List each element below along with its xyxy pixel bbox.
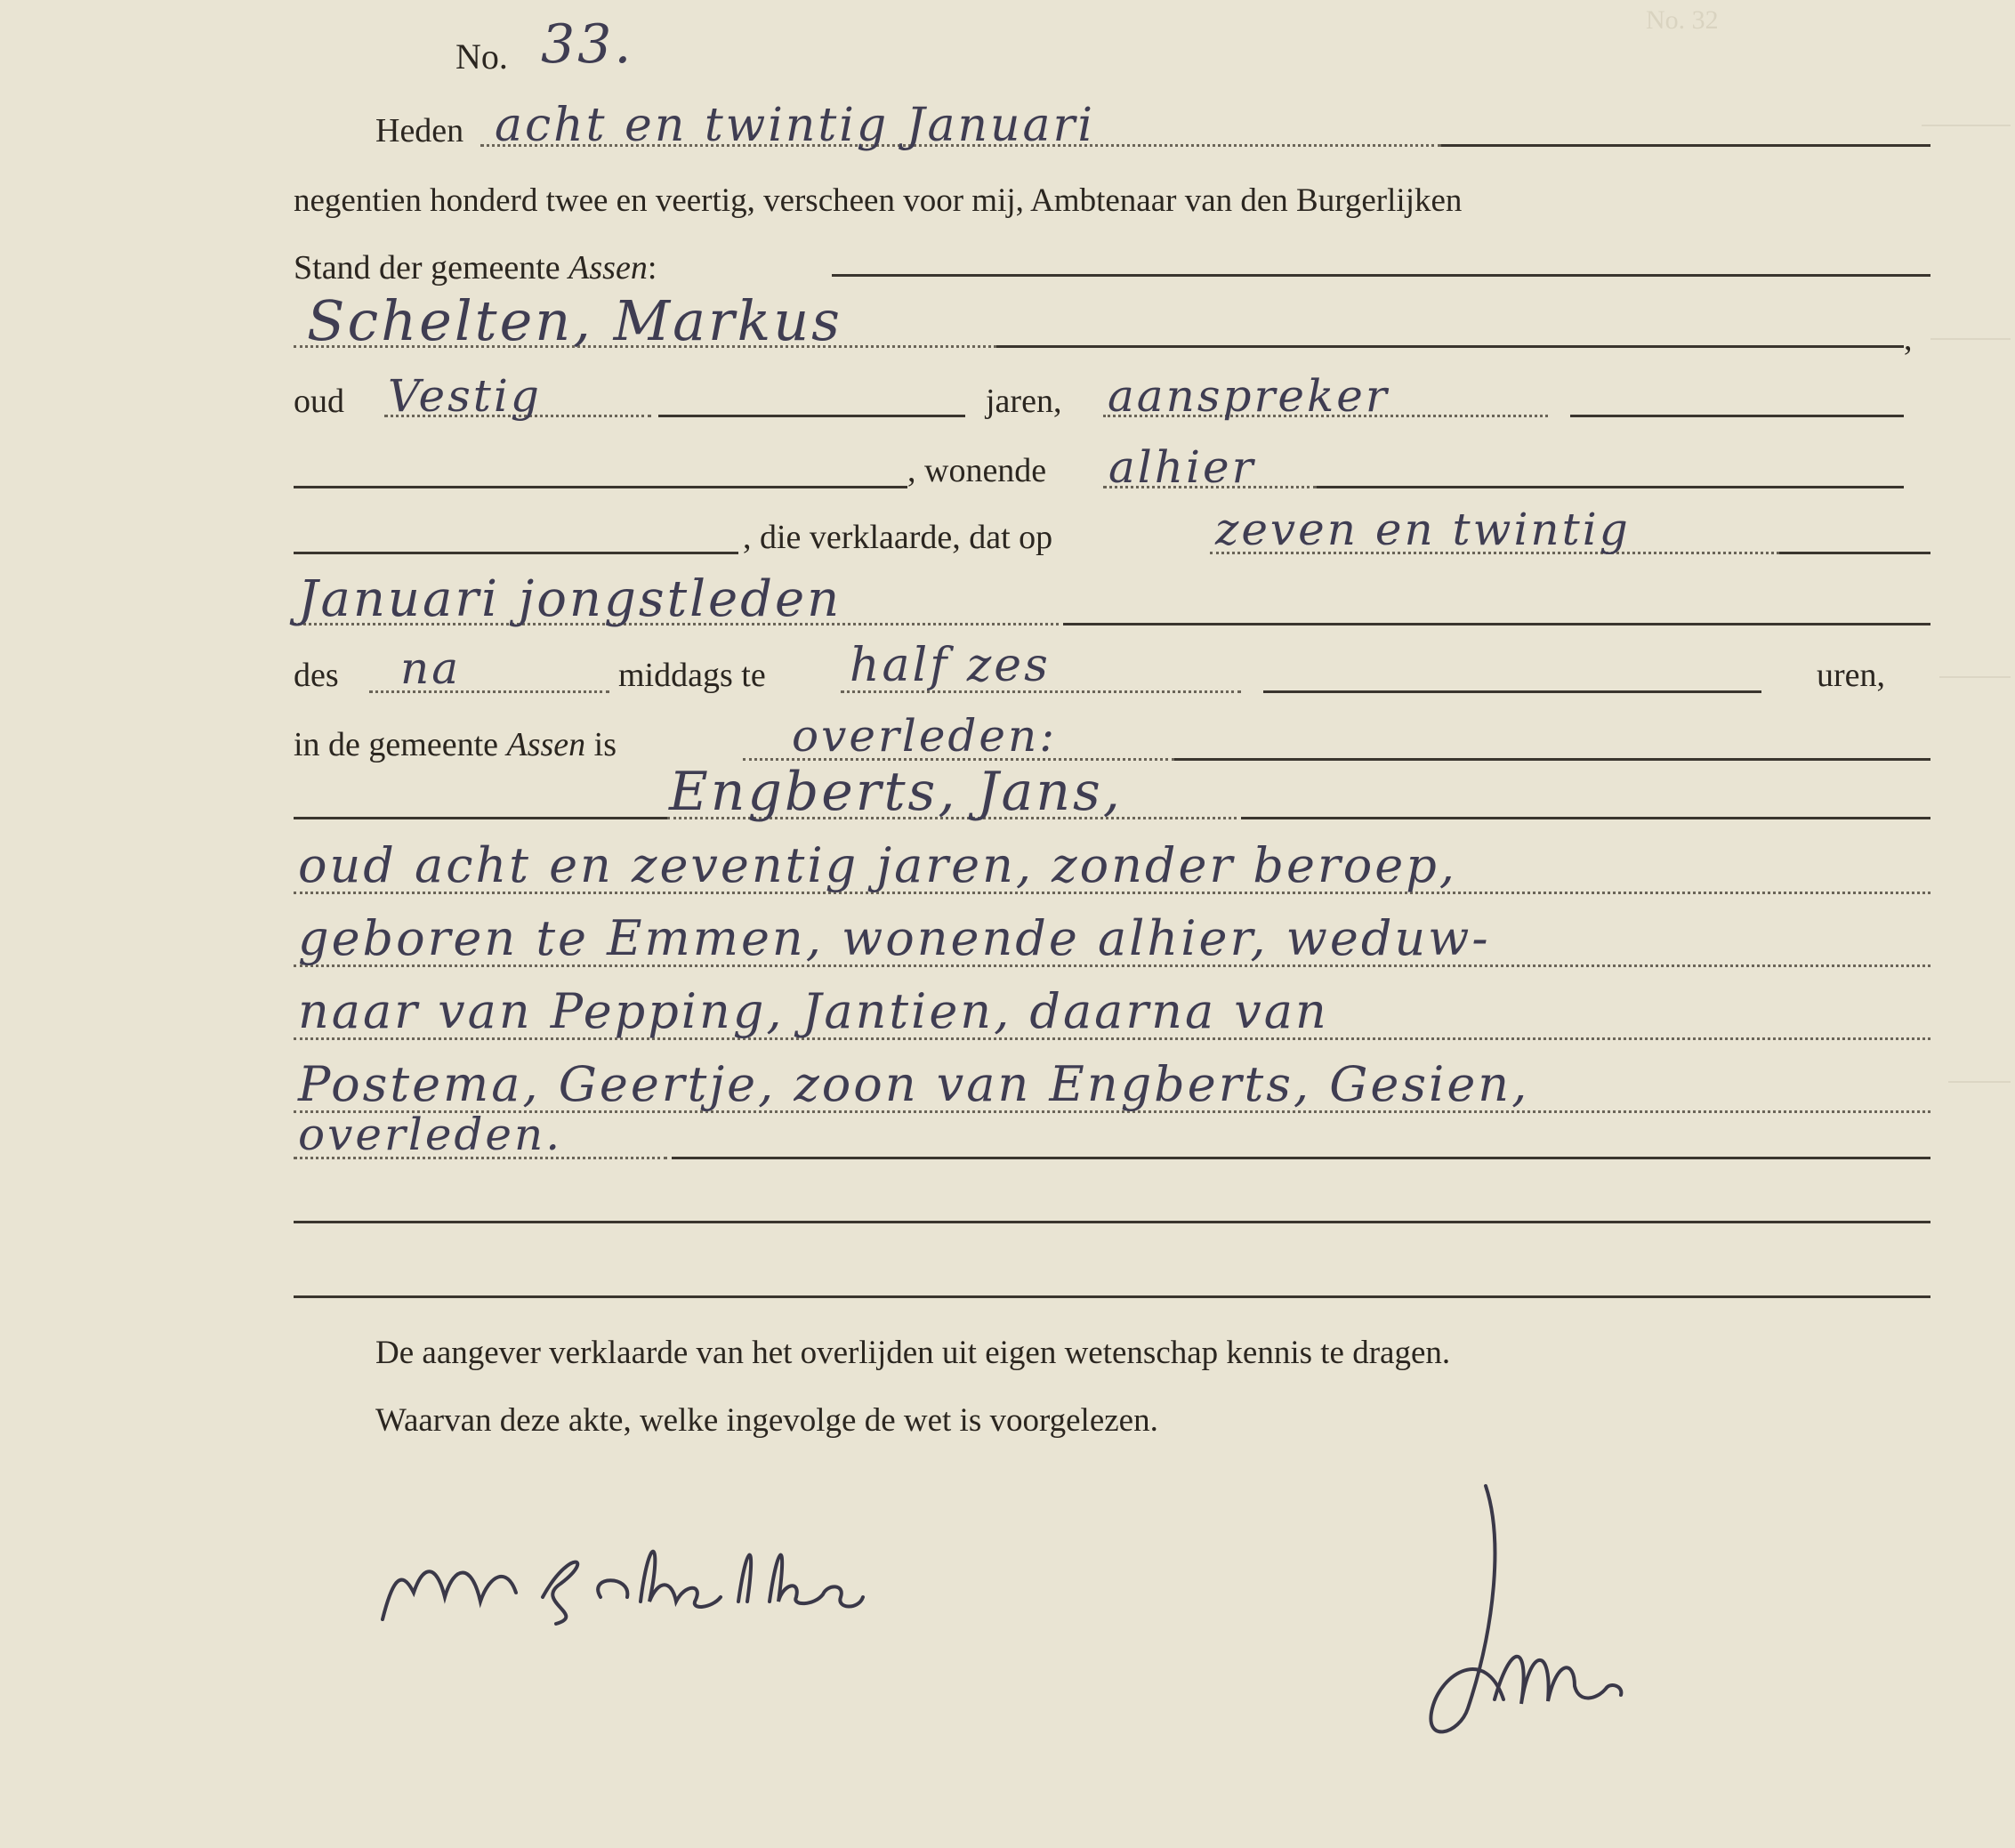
- body-line-3: naar van Pepping, Jantien, daarna van: [298, 983, 1329, 1039]
- body-line-2: geboren te Emmen, wonende alhier, weduw-: [298, 910, 1491, 966]
- bleed-through-rule: [1948, 1081, 2011, 1083]
- uren-label: uren,: [1817, 657, 1886, 694]
- declaration-text: De aangever verklaarde van het overlijden uit eigen wetenschap kennis te dragen.: [375, 1335, 1451, 1371]
- is-text: is: [585, 726, 617, 763]
- bleed-through-text: No. 32: [1646, 5, 1719, 35]
- gemeente-text: in de gemeente: [294, 726, 507, 763]
- stand-text: Stand der gemeente: [294, 249, 569, 286]
- heden-value: acht en twintig Januari: [495, 99, 1096, 152]
- body-line-4: Postema, Geertje, zoon van Engberts, Gesien,: [298, 1056, 1530, 1112]
- gemeente-place: Assen: [506, 726, 586, 763]
- closing-text: Waarvan deze akte, welke ingevolge de wet is voorgelezen.: [375, 1402, 1158, 1439]
- bleed-through-rule: [1922, 125, 2011, 126]
- blank-rule: [1263, 690, 1761, 693]
- blank-rule: [294, 552, 738, 554]
- wonende-label: , wonende: [907, 452, 1047, 489]
- stand-place: Assen: [568, 249, 648, 286]
- blank-rule: [996, 345, 1904, 348]
- body-line-5: overleden.: [298, 1109, 563, 1160]
- time-value: half zes: [850, 639, 1051, 692]
- declarant-name: Schelten, Markus: [307, 288, 843, 353]
- blank-rule: [1241, 817, 1930, 819]
- record-number-value: 33.: [541, 13, 634, 76]
- oud-label: oud: [294, 383, 344, 420]
- age-value: Vestig: [388, 370, 542, 422]
- stand-colon: :: [647, 249, 657, 286]
- bleed-through-rule: [1939, 676, 2011, 678]
- blank-rule: [1779, 552, 1930, 554]
- des-label: des: [294, 657, 339, 694]
- blank-rule: [658, 415, 965, 417]
- blank-rule: [294, 817, 667, 819]
- middags-label: middags te: [618, 657, 766, 694]
- deceased-name: Engberts, Jans,: [669, 761, 1123, 823]
- jaren-label: jaren,: [986, 383, 1062, 420]
- comma-end: ,: [1904, 320, 1913, 358]
- official-signature: [1388, 1468, 1672, 1753]
- blank-rule: [294, 486, 907, 488]
- declarant-signature: [365, 1513, 987, 1646]
- blank-rule: [1063, 623, 1930, 625]
- blank-rule: [294, 1295, 1930, 1298]
- residence-value: alhier: [1108, 441, 1256, 493]
- death-month-value: Januari jongstleden: [298, 570, 842, 628]
- verklaarde-label: , die verklaarde, dat op: [743, 519, 1053, 556]
- record-number-label: No.: [455, 36, 508, 77]
- bleed-through-rule: [1930, 338, 2011, 340]
- occupation-value: aanspreker: [1108, 370, 1390, 422]
- blank-rule: [294, 1221, 1930, 1223]
- gemeente-label: [294, 728, 617, 762]
- overleden-value: overleden:: [792, 710, 1058, 762]
- printed-line-2: negentien honderd twee en veertig, verscheen voor mij, Ambtenaar van den Burgerlijken: [294, 182, 1463, 219]
- blank-rule: [1570, 415, 1904, 417]
- stand-label: [294, 251, 657, 285]
- blank-rule: [832, 274, 1930, 277]
- heden-label: Heden: [375, 112, 464, 149]
- blank-rule: [672, 1157, 1930, 1159]
- time-period-value: na: [400, 642, 462, 694]
- blank-rule: [1174, 758, 1930, 761]
- body-line-1: oud acht en zeventig jaren, zonder beroep,: [298, 837, 1457, 893]
- death-day-value: zeven en twintig: [1215, 504, 1631, 555]
- blank-rule: [1317, 486, 1904, 488]
- blank-rule: [1441, 144, 1930, 147]
